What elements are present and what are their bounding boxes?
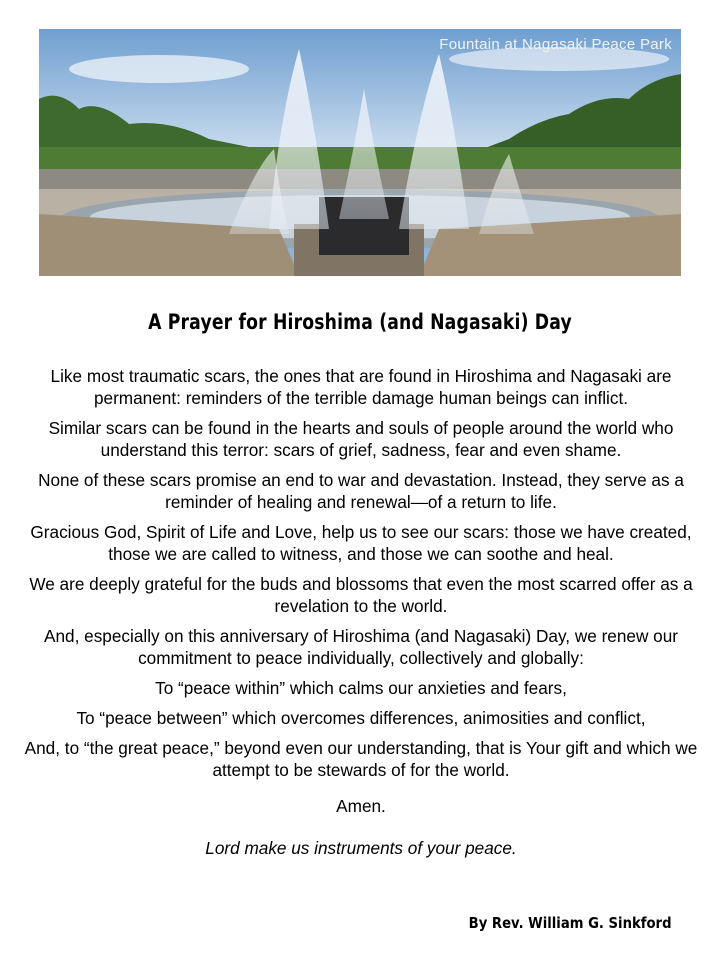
- prayer-paragraph: To “peace between” which overcomes differences, animosities and conflict,: [76, 708, 646, 728]
- amen-line: Amen.: [336, 796, 386, 816]
- fountain-photo: [39, 29, 681, 276]
- prayer-paragraph: Gracious God, Spirit of Life and Love, help us to see our scars: those we have created, those we are called to witness, and those we can soothe and heal.: [30, 522, 692, 564]
- fountain-illustration: [39, 29, 681, 276]
- prayer-paragraph: And, especially on this anniversary of Hiroshima (and Nagasaki) Day, we renew our commitment to peace individually, collectively and globally:: [44, 626, 678, 668]
- prayer-paragraph: Like most traumatic scars, the ones that are found in Hiroshima and Nagasaki are permanent: reminders of the terrible damage human beings can inflict.: [50, 366, 672, 408]
- photo-caption: Fountain at Nagasaki Peace Park: [439, 36, 672, 53]
- author-byline: By Rev. William G. Sinkford: [469, 914, 672, 932]
- prayer-paragraph: And, to “the great peace,” beyond even our understanding, that is Your gift and which we attempt to be stewards of for the world.: [24, 738, 698, 780]
- prayer-paragraph: To “peace within” which calms our anxieties and fears,: [155, 678, 567, 698]
- prayer-paragraph: None of these scars promise an end to war and devastation. Instead, they serve as a reminder of healing and renewal—of a return to life.: [38, 470, 684, 512]
- prayer-body: [22, 365, 700, 867]
- page-title: A Prayer for Hiroshima (and Nagasaki) Day: [148, 310, 572, 334]
- prayer-paragraph: We are deeply grateful for the buds and blossoms that even the most scarred offer as a revelation to the world.: [29, 574, 693, 616]
- closing-line: Lord make us instruments of your peace.: [205, 838, 517, 858]
- prayer-paragraph: Similar scars can be found in the hearts and souls of people around the world who understand this terror: scars of grief, sadness, fear and even shame.: [48, 418, 674, 460]
